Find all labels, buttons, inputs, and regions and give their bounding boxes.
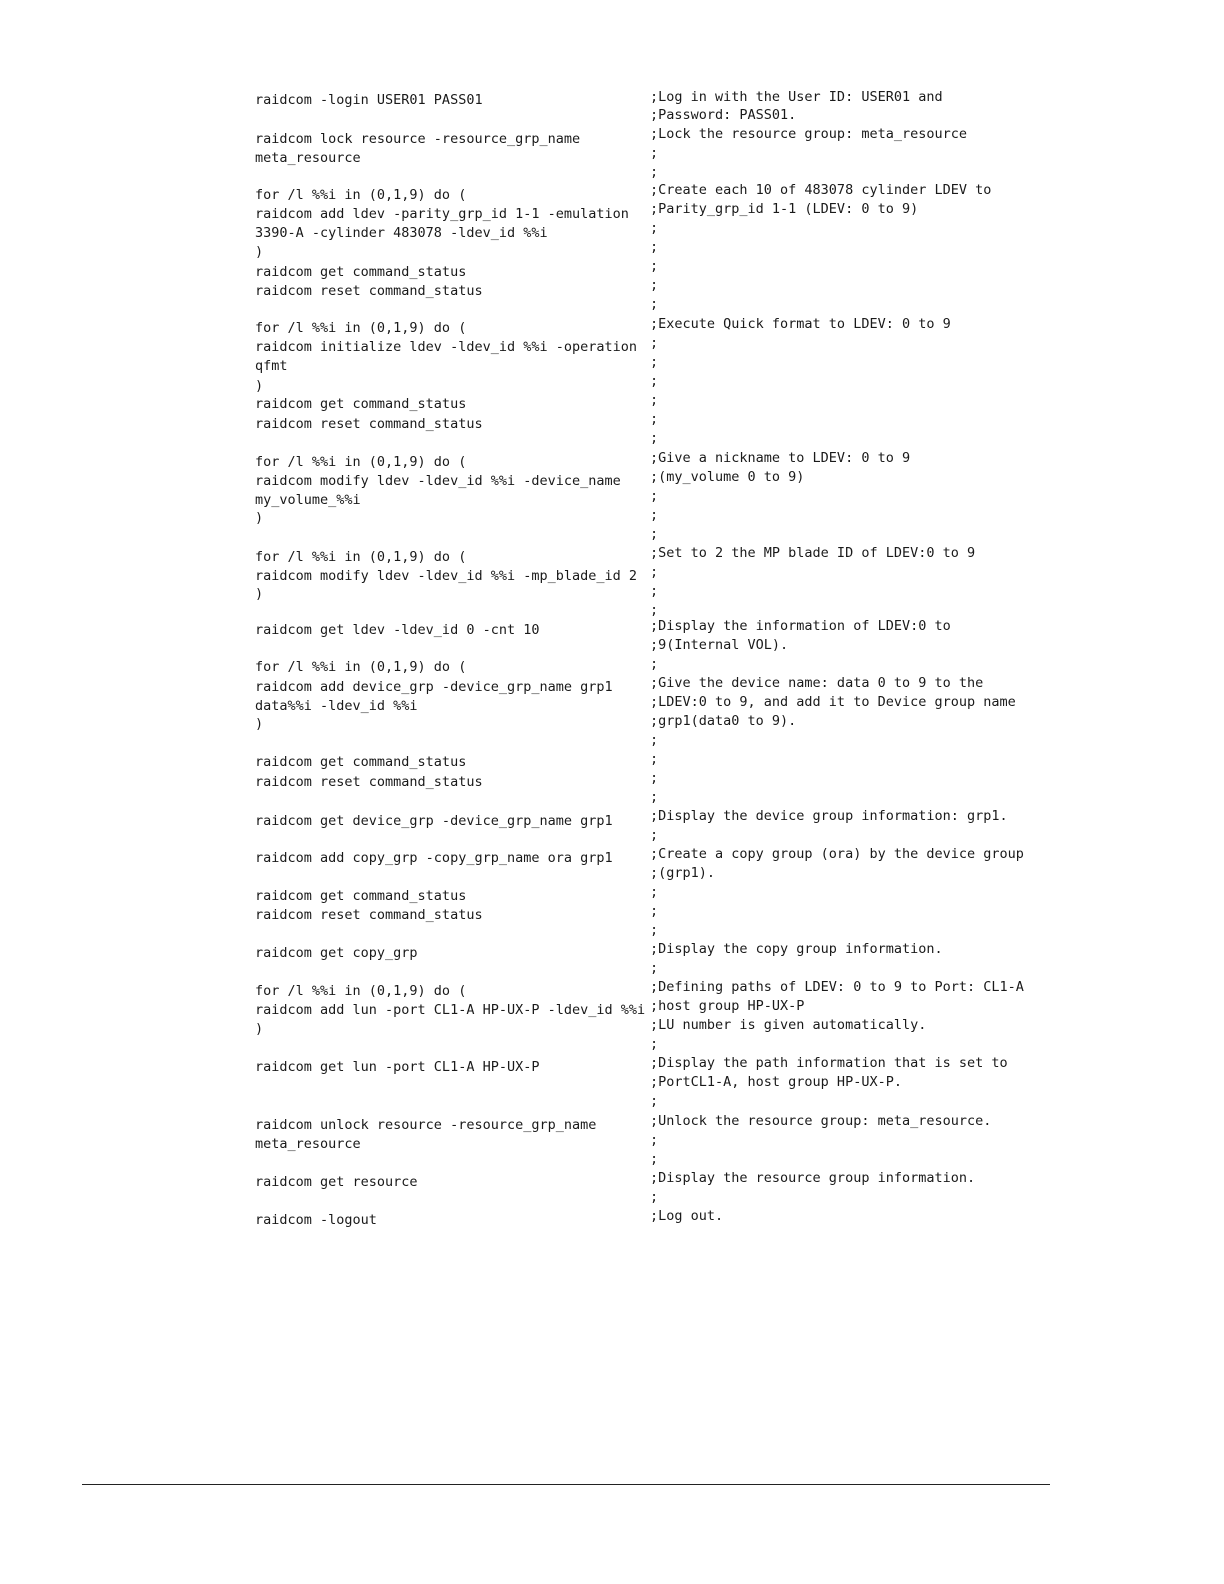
- comment-line: ;: [650, 220, 659, 236]
- command-line: raidcom reset command_status: [255, 283, 483, 299]
- command-line: raidcom initialize ldev -ldev_id %%i -operation: [255, 339, 638, 355]
- command-line: ): [255, 244, 264, 260]
- comment-line: ;: [650, 1036, 659, 1052]
- comment-line: ;: [650, 827, 659, 843]
- comment-line: ;: [650, 960, 659, 976]
- comment-line: ;Log out.: [650, 1208, 724, 1224]
- command-line: raidcom get command_status: [255, 264, 467, 280]
- comment-line: ;Execute Quick format to LDEV: 0 to 9: [650, 316, 951, 332]
- command-line: ): [255, 586, 264, 602]
- command-line: raidcom get lun -port CL1-A HP-UX-P: [255, 1059, 540, 1075]
- comment-line: ;: [650, 296, 659, 312]
- comment-line: ;: [650, 922, 659, 938]
- command-line: for /l %%i in (0,1,9) do (: [255, 549, 467, 565]
- command-line: raidcom reset command_status: [255, 416, 483, 432]
- command-line: raidcom add ldev -parity_grp_id 1-1 -emulation: [255, 206, 629, 222]
- comment-line: ;: [650, 277, 659, 293]
- command-line: raidcom get device_grp -device_grp_name grp1: [255, 813, 613, 829]
- command-line: raidcom modify ldev -ldev_id %%i -device_name: [255, 473, 621, 489]
- command-line: for /l %%i in (0,1,9) do (: [255, 659, 467, 675]
- comment-line: ;LDEV:0 to 9, and add it to Device group name: [650, 694, 1016, 710]
- comment-line: ;: [650, 656, 659, 672]
- comment-line: ;: [650, 526, 659, 542]
- command-line: raidcom get ldev -ldev_id 0 -cnt 10: [255, 622, 540, 638]
- comment-line: ;: [650, 789, 659, 805]
- comment-line: ;Create a copy group (ora) by the device group: [650, 846, 1024, 862]
- comment-line: ;: [650, 583, 659, 599]
- command-line: raidcom modify ldev -ldev_id %%i -mp_blade_id 2: [255, 568, 638, 584]
- comment-line: ;: [650, 751, 659, 767]
- command-line: qfmt: [255, 358, 288, 374]
- command-line: for /l %%i in (0,1,9) do (: [255, 320, 467, 336]
- command-line: 3390-A -cylinder 483078 -ldev_id %%i: [255, 225, 548, 241]
- comment-line: ;LU number is given automatically.: [650, 1017, 927, 1033]
- comment-line: ;: [650, 602, 659, 618]
- comment-line: ;Lock the resource group: meta_resource: [650, 126, 967, 142]
- comment-line: ;: [650, 1151, 659, 1167]
- comment-line: ;: [650, 392, 659, 408]
- comment-line: ;: [650, 1132, 659, 1148]
- command-line: raidcom get command_status: [255, 396, 467, 412]
- command-line: raidcom reset command_status: [255, 774, 483, 790]
- comment-line: ;Give a nickname to LDEV: 0 to 9: [650, 450, 911, 466]
- comment-line: ;Parity_grp_id 1-1 (LDEV: 0 to 9): [650, 201, 919, 217]
- command-line: raidcom add device_grp -device_grp_name grp1: [255, 679, 613, 695]
- command-line: raidcom lock resource -resource_grp_name: [255, 131, 581, 147]
- command-line: raidcom add copy_grp -copy_grp_name ora grp1: [255, 850, 613, 866]
- comment-line: ;: [650, 411, 659, 427]
- comment-line: ;: [650, 770, 659, 786]
- comment-line: ;Display the copy group information.: [650, 941, 943, 957]
- command-line: for /l %%i in (0,1,9) do (: [255, 187, 467, 203]
- command-line: ): [255, 1021, 264, 1037]
- comment-line: ;: [650, 335, 659, 351]
- command-line: raidcom add lun -port CL1-A HP-UX-P -ldev_id %%i: [255, 1002, 646, 1018]
- command-line: raidcom get copy_grp: [255, 945, 418, 961]
- comment-line: ;: [650, 732, 659, 748]
- comment-line: ;Log in with the User ID: USER01 and: [650, 89, 943, 105]
- comment-line: ;Give the device name: data 0 to 9 to the: [650, 675, 984, 691]
- comment-line: ;: [650, 239, 659, 255]
- comment-line: ;9(Internal VOL).: [650, 637, 789, 653]
- command-line: raidcom unlock resource -resource_grp_name: [255, 1117, 597, 1133]
- comment-line: ;: [650, 164, 659, 180]
- comment-line: ;(grp1).: [650, 865, 716, 881]
- comment-line: ;Display the information of LDEV:0 to: [650, 618, 951, 634]
- command-line: raidcom get command_status: [255, 754, 467, 770]
- command-line: raidcom get command_status: [255, 888, 467, 904]
- comment-line: ;: [650, 564, 659, 580]
- command-line: for /l %%i in (0,1,9) do (: [255, 454, 467, 470]
- comment-line: ;: [650, 145, 659, 161]
- command-line: ): [255, 510, 264, 526]
- command-line: raidcom -login USER01 PASS01: [255, 92, 483, 108]
- comment-line: ;: [650, 1189, 659, 1205]
- comment-line: ;Defining paths of LDEV: 0 to 9 to Port: CL1-A: [650, 979, 1024, 995]
- command-line: for /l %%i in (0,1,9) do (: [255, 983, 467, 999]
- command-line: ): [255, 378, 264, 394]
- command-line: raidcom -logout: [255, 1212, 377, 1228]
- comment-line: ;: [650, 507, 659, 523]
- footer-rule: [82, 1484, 1050, 1485]
- command-line: raidcom get resource: [255, 1174, 418, 1190]
- comment-line: ;: [650, 488, 659, 504]
- comment-line: ;Unlock the resource group: meta_resource.: [650, 1113, 992, 1129]
- comment-line: ;Create each 10 of 483078 cylinder LDEV to: [650, 182, 992, 198]
- comment-line: ;Display the resource group information.: [650, 1170, 976, 1186]
- comment-line: ;grp1(data0 to 9).: [650, 713, 797, 729]
- comment-line: ;: [650, 430, 659, 446]
- comment-line: ;(my_volume 0 to 9): [650, 469, 805, 485]
- comment-line: ;: [650, 1093, 659, 1109]
- comment-line: ;Set to 2 the MP blade ID of LDEV:0 to 9: [650, 545, 976, 561]
- command-line: ): [255, 716, 264, 732]
- comment-line: ;: [650, 354, 659, 370]
- comment-line: ;: [650, 258, 659, 274]
- comment-line: ;Password: PASS01.: [650, 107, 797, 123]
- comment-line: ;: [650, 884, 659, 900]
- comment-line: ;: [650, 373, 659, 389]
- command-line: raidcom reset command_status: [255, 907, 483, 923]
- comment-line: ;PortCL1-A, host group HP-UX-P.: [650, 1074, 902, 1090]
- command-line: data%%i -ldev_id %%i: [255, 698, 418, 714]
- comment-line: ;: [650, 903, 659, 919]
- comment-line: ;Display the path information that is set to: [650, 1055, 1008, 1071]
- comment-line: ;host group HP-UX-P: [650, 998, 805, 1014]
- command-line: meta_resource: [255, 150, 361, 166]
- comment-line: ;Display the device group information: grp1.: [650, 808, 1008, 824]
- command-line: meta_resource: [255, 1136, 361, 1152]
- command-line: my_volume_%%i: [255, 492, 361, 508]
